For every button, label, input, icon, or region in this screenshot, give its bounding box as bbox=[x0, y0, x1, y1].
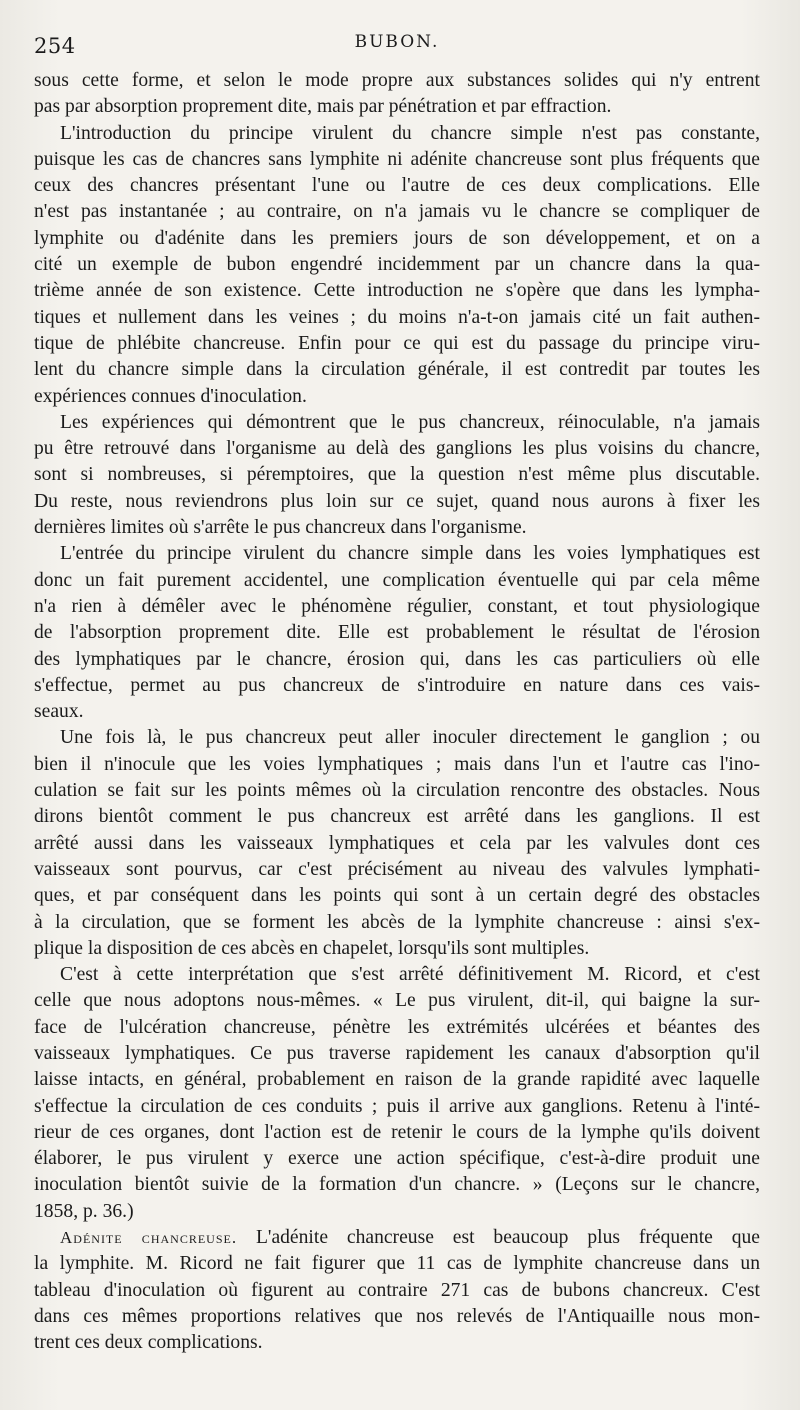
text-line: ceux des chancres présentant l'une ou l'autre de ces deux complications. Elle bbox=[34, 175, 760, 197]
paragraph bbox=[34, 410, 760, 541]
text-line: s'effectue la circulation de ces conduits ; puis il arrive aux ganglions. Retenu à l'inté- bbox=[34, 1095, 760, 1117]
text-line: tiques et nullement dans les veines ; du moins n'a-t-on jamais cité un fait authen- bbox=[34, 306, 760, 328]
text-line: 1858, p. 36.) bbox=[34, 1200, 134, 1222]
text-line: sont si nombreuses, si péremptoires, que la question n'est même plus discutable. bbox=[34, 464, 760, 486]
text-line: L'entrée du principe virulent du chancre simple dans les voies lymphatiques est bbox=[60, 543, 760, 565]
paragraph bbox=[34, 541, 760, 725]
paragraph bbox=[34, 121, 760, 410]
text-line: tique de phlébite chancreuse. Enfin pour ce qui est du passage du principe viru- bbox=[34, 332, 760, 354]
text-line: n'a rien à démêler avec le phénomène régulier, constant, et tout physiologique bbox=[34, 595, 760, 617]
text-line: pu être retrouvé dans l'organisme au delà des ganglions les plus voisins du chancre, bbox=[34, 438, 760, 460]
text-line: arrêté aussi dans les vaisseaux lymphatiques et cela par les valvules dont ces bbox=[34, 832, 760, 854]
section-heading: Adénite chancreuse. bbox=[60, 1228, 238, 1248]
text-line: donc un fait purement accidentel, une complication éventuelle qui par cela même bbox=[34, 569, 760, 591]
text-line: vaisseaux lymphatiques. Ce pus traverse rapidement les canaux d'absorption qu'il bbox=[34, 1042, 760, 1064]
heading-line-text: L'adénite chancreuse est beaucoup plus fréquente que bbox=[237, 1227, 760, 1249]
text-line: sous cette forme, et selon le mode propre aux substances solides qui n'y entrent bbox=[34, 70, 760, 91]
text-line: C'est à cette interprétation que s'est arrêté définitivement M. Ricord, et c'est bbox=[60, 964, 760, 986]
text-line: rieur de ces organes, dont l'action est de retenir le cours de la lymphe qu'ils doivent bbox=[34, 1121, 760, 1143]
page-header bbox=[34, 28, 760, 58]
text-line: la lymphite. M. Ricord ne fait figurer que 11 cas de lymphite chancreuse dans un bbox=[34, 1253, 760, 1275]
text-line: de l'absorption proprement dite. Elle est probablement le résultat de l'érosion bbox=[34, 622, 760, 644]
text-line: celle que nous adoptons nous-mêmes. « Le pus virulent, dit-il, qui baigne la sur- bbox=[34, 990, 760, 1012]
text-line: trième année de son existence. Cette introduction ne s'opère que dans les lympha- bbox=[34, 280, 760, 302]
text-line: ques, et par conséquent dans les points qui sont à un certain degré des obstacles bbox=[34, 885, 760, 907]
text-line: trent ces deux complications. bbox=[34, 1332, 263, 1354]
text-line: seaux. bbox=[34, 701, 84, 723]
text-line: inoculation bientôt suivie de la formation d'un chancre. » (Leçons sur le chancre, bbox=[34, 1174, 760, 1196]
text-line: cité un exemple de bubon engendré incidemment par un chancre dans la qua- bbox=[34, 254, 760, 276]
text-line: s'effectue, permet au pus chancreux de s'introduire en nature dans ces vais- bbox=[34, 674, 760, 696]
page-number: 254 bbox=[34, 34, 76, 58]
paragraph bbox=[34, 1225, 760, 1356]
text-line: dans ces mêmes proportions relatives que nos relevés de l'Antiquaille nous mon- bbox=[34, 1305, 760, 1327]
paragraph bbox=[34, 725, 760, 962]
text-line: élaborer, le pus virulent y exerce une action spécifique, c'est-à-dire produit une bbox=[34, 1148, 760, 1170]
text-line: dernières limites où s'arrête le pus chancreux dans l'organisme. bbox=[34, 517, 527, 539]
text-line: Une fois là, le pus chancreux peut aller inoculer directement le ganglion ; ou bbox=[60, 727, 760, 749]
text-line: des lymphatiques par le chancre, érosion qui, dans les cas particuliers où elle bbox=[34, 648, 760, 670]
text-line: culation se fait sur les points mêmes où la circulation rencontre des obstacles. Nous bbox=[34, 780, 760, 802]
text-line: expériences connues d'inoculation. bbox=[34, 385, 307, 407]
text-line: pas par absorption proprement dite, mais par pénétration et par effraction. bbox=[34, 96, 612, 118]
text-line: vaisseaux sont pourvus, car c'est précisément au niveau des valvules lymphati- bbox=[34, 858, 760, 880]
text-line: laisse intacts, en général, probablement en raison de la grande rapidité avec laquelle bbox=[34, 1069, 760, 1091]
text-line: lymphite ou d'adénite dans les premiers jours de son développement, et on a bbox=[34, 227, 760, 249]
paragraph bbox=[34, 962, 760, 1225]
text-line bbox=[34, 1225, 760, 1251]
paragraph bbox=[34, 68, 760, 121]
text-line: Les expériences qui démontrent que le pus chancreux, réinoculable, n'a jamais bbox=[60, 411, 760, 433]
text-line: plique la disposition de ces abcès en chapelet, lorsqu'ils sont multiples. bbox=[34, 937, 590, 959]
text-line: Du reste, nous reviendrons plus loin sur ce sujet, quand nous aurons à fixer les bbox=[34, 490, 760, 512]
text-line: puisque les cas de chancres sans lymphite ni adénite chancreuse sont plus fréquents que bbox=[34, 148, 760, 170]
body-text bbox=[34, 68, 760, 1357]
text-line: dirons bientôt comment le pus chancreux est arrêté dans les ganglions. Il est bbox=[34, 806, 760, 828]
text-line: lent du chancre simple dans la circulation générale, il est contredit par toutes les bbox=[34, 359, 760, 381]
text-line: bien il n'inocule que les voies lymphatiques ; mais dans l'un et l'autre cas l'ino- bbox=[34, 753, 760, 775]
text-line: n'est pas instantanée ; au contraire, on n'a jamais vu le chancre se compliquer de bbox=[34, 201, 760, 223]
text-line: à la circulation, que se forment les abcès de la lymphite chancreuse : ainsi s'ex- bbox=[34, 911, 760, 933]
text-line: tableau d'inoculation où figurent au contraire 271 cas de bubons chancreux. C'est bbox=[34, 1279, 760, 1301]
text-line: face de l'ulcération chancreuse, pénètre les extrémités ulcérées et béantes des bbox=[34, 1016, 760, 1038]
running-head: BUBON. bbox=[354, 32, 440, 52]
text-line: L'introduction du principe virulent du chancre simple n'est pas constante, bbox=[60, 122, 760, 144]
